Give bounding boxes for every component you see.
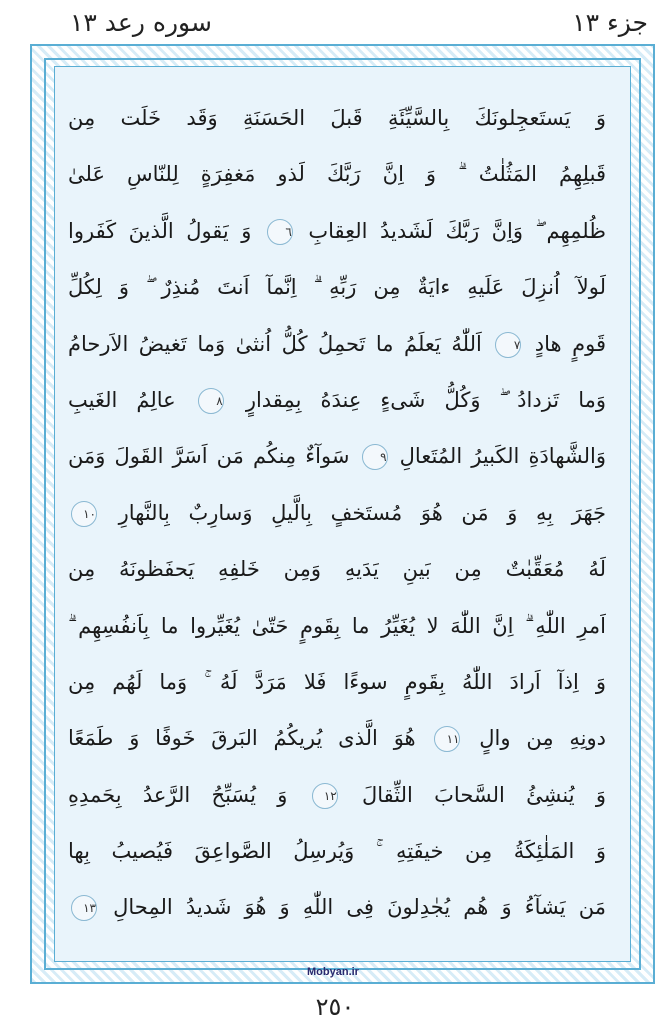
verse-line (68, 428, 606, 484)
verse-line (68, 485, 606, 541)
ayah-number-icon: ٨ (198, 388, 224, 414)
verse-line (68, 146, 606, 202)
verse-text: دونِهِ مِن والٍ (479, 726, 606, 751)
verse-text-area (68, 90, 606, 960)
verse-line (68, 823, 606, 879)
verse-text: جَهَرَ بِهِ وَ مَن هُوَ مُستَخفٍ بِالَّيلِ وَسارِبٌ بِالنَّهارِ (118, 500, 606, 525)
verse-text: وَ اِذآ اَرادَ اللّٰهُ بِقَومٍ سوءًا فَلا مَرَدَّ لَهُ ۚ وَما لَهُم مِن (68, 669, 606, 694)
verse-text: وَ المَلٰئِكَةُ مِن خيفَتِهِ ۚ وَيُرسِلُ الصَّواعِقَ فَيُصيبُ بِها (68, 839, 606, 864)
page-number: ٢٥٠ (315, 993, 355, 1021)
site-watermark: Mobyan.ir (307, 966, 359, 978)
verse-text: اَللّٰهُ يَعلَمُ ما تَحمِلُ كُلُّ اُنثىٰ وَما تَغيضُ الاَرحامُ (68, 331, 482, 356)
verse-text: وَ يَقولُ الَّذينَ كَفَروا (68, 218, 252, 243)
ayah-number-icon: ١١ (434, 726, 460, 752)
verse-text: وَ يَستَعجِلونَكَ بِالسَّيِّئَةِ قَبلَ الحَسَنَةِ وَقَد خَلَت مِن (68, 106, 606, 130)
verse-text: ظُلمِهِم ۖ وَاِنَّ رَبَّكَ لَشَديدُ العِقابِ (308, 218, 606, 243)
surah-label: سوره رعد ١٣ (70, 8, 212, 37)
verse-text: مَن يَشآءُ وَ هُم يُجٰدِلونَ فِى اللّٰهِ وَ هُوَ شَديدُ المِحالِ (113, 895, 606, 920)
verse-line (68, 710, 606, 766)
verse-text: قَبلِهِمُ المَثُلٰتُ ۗ وَ اِنَّ رَبَّكَ لَذو مَغفِرَةٍ لِلنّاسِ عَلىٰ (68, 162, 606, 187)
verse-line (68, 879, 606, 935)
verse-line (68, 598, 606, 654)
verse-text: سَوآءٌ مِنكُم مَن اَسَرَّ القَولَ وَمَن (68, 444, 350, 469)
verse-text: اَمرِ اللّٰهِ ۗ اِنَّ اللّٰهَ لا يُغَيِّرُ ما بِقَومٍ حَتّىٰ يُغَيِّروا ما بِاَنفُسِهِم ۗ (68, 613, 606, 638)
juz-label: جزء ١٣ (572, 8, 648, 37)
verse-line (68, 654, 606, 710)
verse-line (68, 259, 606, 315)
verse-line (68, 372, 606, 428)
verse-text: هُوَ الَّذى يُريكُمُ البَرقَ خَوفًا وَ طَمَعًا (68, 726, 416, 751)
ayah-number-icon: ١٠ (71, 501, 97, 527)
verse-text: وَما تَزدادُ ۖ وَكُلُّ شَىءٍ عِندَهُ بِمِقدارٍ (245, 387, 606, 412)
verse-text: وَ يُسَبِّحُ الرَّعدُ بِحَمدِهِ (68, 782, 288, 807)
verse-text: قَومٍ هادٍ (534, 331, 606, 356)
ayah-number-icon: ١٢ (312, 783, 338, 809)
ayah-number-icon: ٧ (495, 332, 521, 358)
verse-text: وَالشَّهادَةِ الكَبيرُ المُتَعالِ (399, 444, 606, 469)
verse-line (68, 203, 606, 259)
verse-text: عالِمُ الغَيبِ (68, 387, 176, 412)
verse-line (68, 316, 606, 372)
ayah-number-icon: ١٣ (71, 895, 97, 921)
verse-line (68, 767, 606, 823)
verse-text: لَهُ مُعَقِّبٰتٌ مِن بَينِ يَدَيهِ وَمِن خَلفِهِ يَحفَظونَهُ مِن (68, 557, 606, 582)
ayah-number-icon: ٦ (267, 219, 293, 245)
verse-text: لَولآ اُنزِلَ عَلَيهِ ءايَةٌ مِن رَبِّهِ ۗ اِنَّمآ اَنتَ مُنذِرٌ ۖ وَ لِكُلِّ (68, 275, 606, 300)
verse-line (68, 541, 606, 597)
verse-text: وَ يُنشِئُ السَّحابَ الثِّقالَ (362, 782, 606, 807)
ayah-number-icon: ٩ (362, 444, 388, 470)
verse-line (68, 90, 606, 146)
